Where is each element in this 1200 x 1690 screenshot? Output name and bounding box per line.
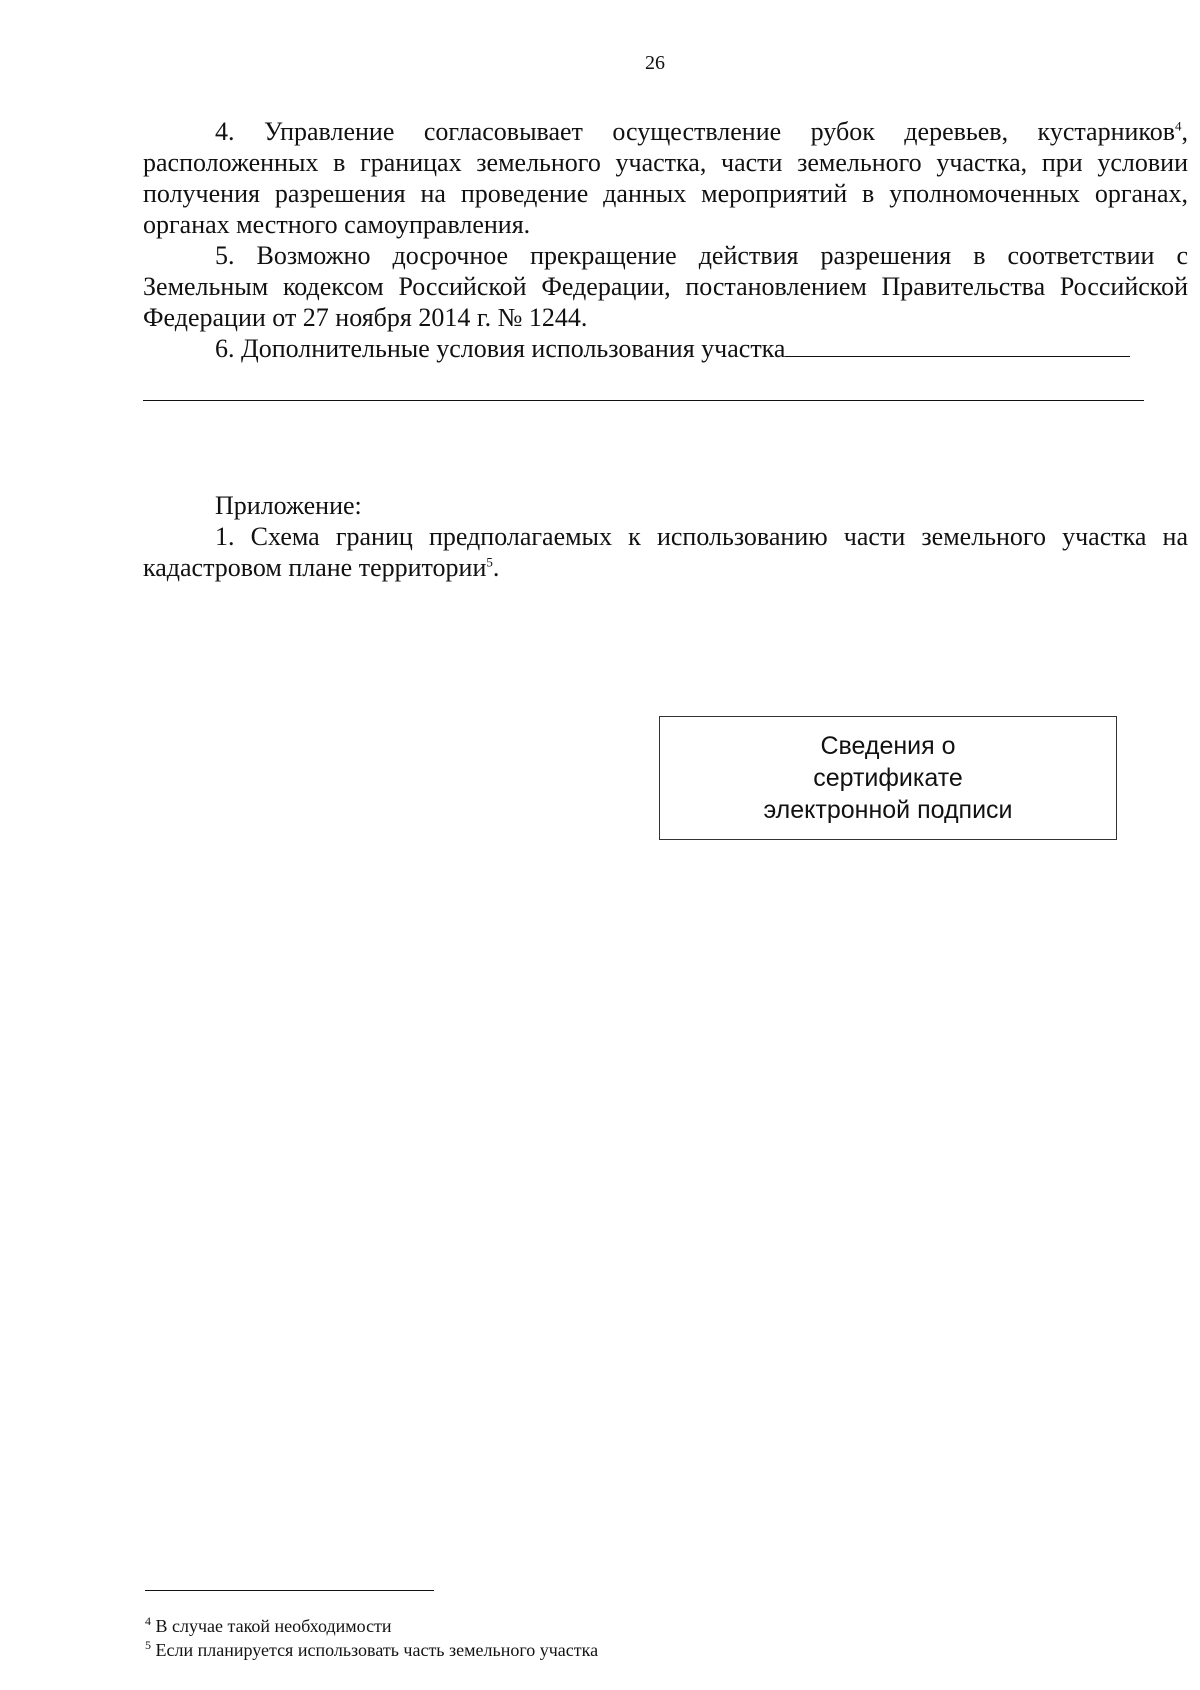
paragraph-4-text: 4. Управление согласовывает осуществление рубок деревьев, кустарников	[215, 117, 1175, 146]
footnote-ref-4: 4	[1175, 118, 1182, 134]
appendix-title: Приложение:	[215, 491, 362, 520]
footnote-mark: 4	[145, 1614, 151, 1628]
appendix-item-text: 1. Схема границ предполагаемых к использованию части земельного участка на кадастровом плане территории	[143, 522, 1188, 582]
signature-box-line-2: сертификате	[813, 764, 963, 792]
paragraph-6-text: 6. Дополнительные условия использования участка	[215, 334, 786, 363]
appendix-section	[143, 490, 1188, 583]
footnote-text: Если планируется использовать часть земельного участка	[155, 1640, 599, 1660]
page-number: 26	[645, 52, 665, 74]
footnote-ref-5: 5	[486, 554, 493, 570]
paragraph-6	[143, 333, 1188, 364]
paragraph-4	[143, 116, 1188, 240]
signature-certificate-box	[659, 716, 1117, 840]
paragraph-5: 5. Возможно досрочное прекращение действия разрешения в соответствии с Земельным кодексом Российской Федерации, постановлением Правительства Российской Федерации от 27 ноября 2014 г. № 1244.	[143, 241, 1188, 332]
footnote-text: В случае такой необходимости	[155, 1616, 392, 1636]
fill-in-line	[785, 334, 1130, 357]
signature-box-line-1: Сведения о	[820, 732, 956, 760]
footnote-separator	[145, 1590, 434, 1591]
appendix-item-text-after: .	[492, 553, 500, 582]
footnotes	[145, 1614, 598, 1662]
signature-box-line-3: электронной подписи	[763, 796, 1013, 824]
appendix-item-1	[143, 521, 1188, 583]
fill-in-line-full	[143, 400, 1144, 401]
document-body	[143, 116, 1188, 364]
footnote-5	[145, 1638, 598, 1662]
paragraph-4-text-after: , расположенных в границах земельного участка, части земельного участка, при условии получения разрешения на проведение данных мероприятий в уполномоченных органах, органах местного самоуправления.	[143, 117, 1188, 239]
signature-box-text	[763, 730, 1012, 826]
footnote-4	[145, 1614, 598, 1638]
footnote-mark: 5	[145, 1638, 151, 1652]
